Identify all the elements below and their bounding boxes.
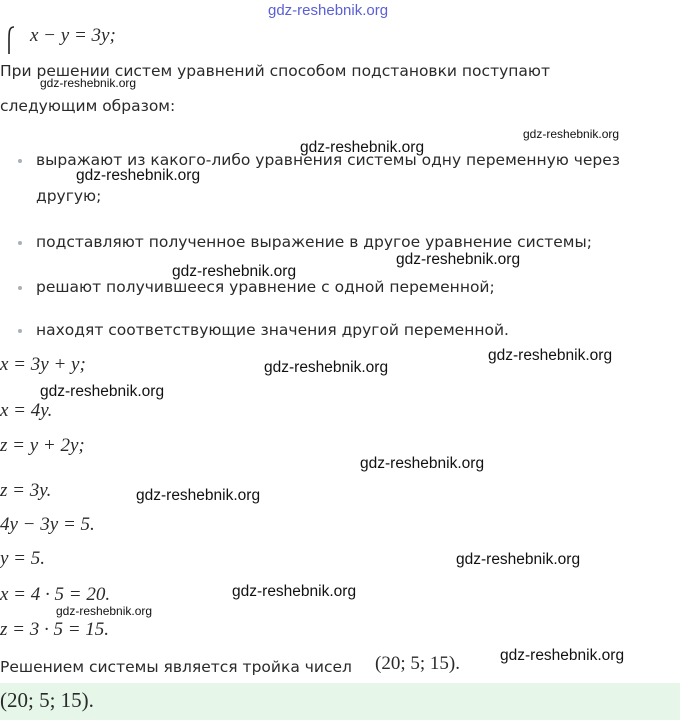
answer-box	[0, 683, 680, 720]
step-2: x = 4y.	[0, 400, 53, 421]
step-5: 4y − 3y = 5.	[0, 514, 95, 535]
watermark: gdz-reshebnik.org	[136, 487, 261, 504]
step-1: x = 3y + y;	[0, 354, 86, 375]
bullet-dot	[18, 241, 22, 245]
watermark: gdz-reshebnik.org	[56, 604, 153, 618]
watermark: gdz-reshebnik.org	[268, 2, 389, 19]
header-equation: x − y = 3y;	[30, 25, 116, 46]
watermark: gdz-reshebnik.org	[172, 263, 297, 280]
bullet-dot	[18, 286, 22, 290]
watermark: gdz-reshebnik.org	[523, 127, 620, 141]
bullet-4: находят соответствующие значения другой переменной.	[36, 321, 509, 339]
watermark: gdz-reshebnik.org	[396, 251, 521, 268]
step-7: x = 4 · 5 = 20.	[0, 584, 111, 605]
watermark: gdz-reshebnik.org	[40, 383, 165, 400]
watermark: gdz-reshebnik.org	[232, 583, 357, 600]
conclusion-value: (20; 5; 15).	[375, 653, 460, 674]
bullet-2: подставляют полученное выражение в другое уравнение системы;	[36, 233, 592, 251]
brace-icon	[5, 26, 15, 54]
watermark: gdz-reshebnik.org	[360, 455, 485, 472]
watermark: gdz-reshebnik.org	[500, 647, 625, 664]
conclusion-text: Решением системы является тройка чисел	[0, 658, 352, 676]
watermark: gdz-reshebnik.org	[40, 76, 137, 90]
watermark: gdz-reshebnik.org	[264, 359, 389, 376]
watermark: gdz-reshebnik.org	[456, 551, 581, 568]
bullet-1-line-1: выражают из какого-либо уравнения системы одну переменную через	[36, 151, 621, 169]
intro-line-2: следующим образом:	[0, 97, 176, 115]
step-3: z = y + 2y;	[0, 435, 85, 456]
watermark: gdz-reshebnik.org	[488, 347, 613, 364]
step-4: z = 3y.	[0, 480, 52, 501]
watermark: gdz-reshebnik.org	[300, 139, 425, 156]
watermark: gdz-reshebnik.org	[76, 167, 201, 184]
answer-value: (20; 5; 15).	[0, 688, 94, 712]
bullet-dot	[18, 329, 22, 333]
bullet-dot	[18, 159, 22, 163]
step-8: z = 3 · 5 = 15.	[0, 619, 110, 640]
bullet-1-line-2: другую;	[36, 187, 102, 205]
step-6: y = 5.	[0, 548, 46, 569]
bullet-3: решают получившееся уравнение с одной переменной;	[36, 278, 495, 296]
intro-line-1: При решении систем уравнений способом подстановки поступают	[0, 62, 550, 80]
